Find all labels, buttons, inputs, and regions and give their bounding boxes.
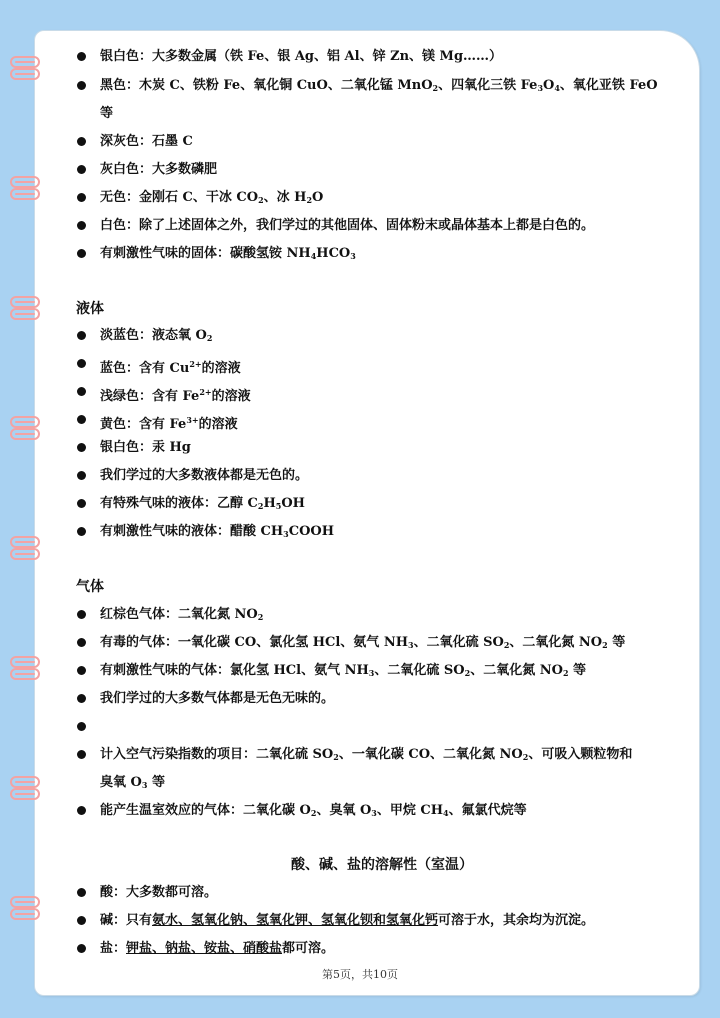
list-item: 盐：钾盐、钠盐、铵盐、硝酸盐都可溶。 [76, 935, 688, 963]
bullet-icon [77, 666, 86, 675]
bullet-icon [77, 944, 86, 953]
bullet-icon [77, 165, 86, 174]
bullet-icon [77, 249, 86, 258]
binding-ring [10, 416, 40, 428]
binding-ring [10, 668, 40, 680]
bullet-icon [77, 359, 86, 368]
list-item: 银白色：大多数金属（铁 Fe、银 Ag、铝 Al、锌 Zn、镁 Mg……） [76, 43, 688, 71]
list-item: 银白色：汞 Hg [76, 434, 688, 462]
list-item: 有毒的气体：一氧化碳 CO、氯化氢 HCl、氨气 $NH_3$、二氧化硫 $SO_2$、二氧化氮 $NO_2$ 等 [76, 629, 688, 659]
bullet-icon [77, 527, 86, 536]
bullet-icon [77, 638, 86, 647]
binding-ring [10, 908, 40, 920]
list-item: 酸：大多数都可溶。 [76, 879, 688, 907]
binding-ring [10, 296, 40, 308]
section-heading-liquid: 液体 [76, 301, 104, 317]
list-item: 有特殊气味的液体：乙醇 $C_2H_5OH$ [76, 490, 688, 520]
binding-ring [10, 308, 40, 320]
binding-ring [10, 68, 40, 80]
list-item: 黑色：木炭 C、铁粉 Fe、氧化铜 CuO、二氧化锰 MnO$_2$、四氧化三铁 $Fe_3O_4$、氧化亚铁 FeO [76, 72, 688, 102]
bullet-icon [77, 916, 86, 925]
list-item: 蓝色：含有 $Cu^{2+}$的溶液 [76, 350, 688, 383]
binding-ring [10, 788, 40, 800]
bullet-icon [77, 806, 86, 815]
bullet-icon [77, 415, 86, 424]
list-item: 无色：金刚石 C、干冰 $CO_2$、冰 $H_2O$ [76, 184, 688, 214]
binding-ring [10, 428, 40, 440]
list-item: 淡蓝色：液态氧 $O_2$ [76, 322, 688, 352]
list-item: 红棕色气体：二氧化氮 $NO_2$ [76, 601, 688, 631]
section-heading-solubility: 酸、碱、盐的溶解性（室温） [291, 857, 473, 873]
list-item: 计入空气污染指数的项目：二氧化硫 $SO_2$、一氧化碳 CO、二氧化氮 $NO_2$、可吸入颗粒物和 [76, 741, 688, 771]
list-item: 有刺激性气味的固体：碳酸氢铵 $NH_4HCO_3$ [76, 240, 688, 270]
bullet-icon [77, 137, 86, 146]
list-item: 我们学过的大多数气体都是无色无味的。 [76, 685, 688, 713]
bullet-icon [77, 499, 86, 508]
list-item: 能产生温室效应的气体：二氧化碳 $O_2$、臭氧 $O_3$、甲烷 $CH_4$、氟氯代烷等 [76, 797, 688, 827]
bullet-icon [77, 610, 86, 619]
binding-ring [10, 896, 40, 908]
spiral-binding [10, 0, 50, 1018]
section-heading-gas: 气体 [76, 579, 104, 595]
page-number: 第5页，共10页 [322, 968, 398, 981]
list-item: 黄色：含有 $Fe^{3+}$的溶液 [76, 406, 688, 439]
bullet-icon [77, 694, 86, 703]
bullet-icon [77, 750, 86, 759]
list-item: 有刺激性气味的气体：氯化氢 HCl、氨气 $NH_3$、二氧化硫 $SO_2$、二氧化氮 $NO_2$ 等 [76, 657, 688, 687]
list-item: 白色：除了上述固体之外，我们学过的其他固体、固体粉末或晶体基本上都是白色的。 [76, 212, 688, 240]
bullet-icon [77, 387, 86, 396]
binding-ring [10, 776, 40, 788]
binding-ring [10, 536, 40, 548]
binding-ring [10, 548, 40, 560]
list-item: 我们学过的大多数液体都是无色的。 [76, 462, 688, 490]
bullet-icon [77, 331, 86, 340]
list-item: 有刺激性气味的液体：醋酸 $CH_3COOH$ [76, 518, 688, 548]
binding-ring [10, 56, 40, 68]
bullet-icon [77, 193, 86, 202]
bullet-icon [77, 221, 86, 230]
list-item-continuation: 等 [100, 106, 114, 121]
binding-ring [10, 656, 40, 668]
bullet-icon [77, 52, 86, 61]
list-item: 碱：只有氨水、氢氧化钠、氢氧化钾、氢氧化钡和氢氧化钙可溶于水，其余均为沉淀。 [76, 907, 688, 935]
bullet-icon [77, 471, 86, 480]
bullet-icon [77, 888, 86, 897]
bullet-icon [77, 81, 86, 90]
bullet-icon [77, 722, 86, 731]
list-item: 灰白色：大多数磷肥 [76, 156, 688, 184]
binding-ring [10, 188, 40, 200]
list-item: 浅绿色：含有 $Fe^{2+}$的溶液 [76, 378, 688, 411]
list-item: 深灰色：石墨 C [76, 128, 688, 156]
binding-ring [10, 176, 40, 188]
bullet-icon [77, 443, 86, 452]
list-item-continuation: 臭氧 $O_3$ 等 [100, 775, 165, 790]
